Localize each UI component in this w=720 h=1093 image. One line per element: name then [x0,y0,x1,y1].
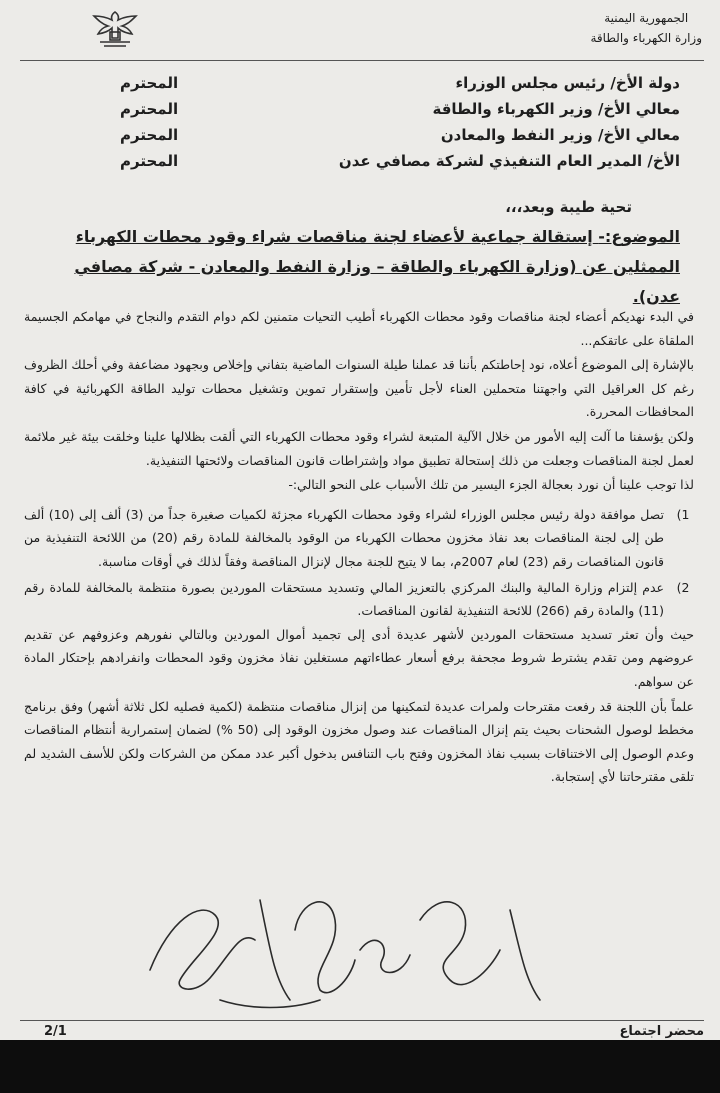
letterhead-ministry: وزارة الكهرباء والطاقة [590,31,702,45]
letter-body [24,305,694,790]
addressee-row [120,96,680,122]
body-paragraph-5: حيث وأن تعثر تسديد مستحقات الموردين لأشهر عديدة أدى إلى تجميد أموال الموردين وبالتالي نفورهم وعزوفهم عن تقديم عروضهم ومن تقدم يشترط شروط مجحفة برفع أسعار عطاءاتهم مستغلين نفاذ مخزون وقود المحطات وانفرادهم بإحتكار المادة عن سواهم. [24,626,694,689]
reason-number: 1) [676,506,690,522]
addressee-list [120,70,680,174]
body-paragraph-4: لذا توجب علينا أن نورد بعجالة الجزء اليسير من تلك الأسباب على النحو التالي:- [288,477,694,493]
addressee-name: الأخ/ المدير العام التنفيذي لشركة مصافي عدن [338,152,680,170]
addressee-honorific: المحترم [120,100,179,118]
reason-text: تصل موافقة دولة رئيس مجلس الوزراء لشراء وقود محطات الكهرباء مجزئة لكميات صغيرة جداً من (3) ألف إلى (10) ألف طن إلى لجنة المناقصات بعد نفاذ مخزون محطات الكهرباء من الوقود بالمخالفة للمادة رقم (20) من اللائحة التنفيذية من قانون المناقصات رقم (23) لعام 2007م، بما لا يتيح للجنة مجال لإنزال المناقصة وفقاً لذلك في أوقات مناسبة. [24,506,664,569]
body-paragraph-2: بالإشارة إلى الموضوع أعلاه، نود إحاطتكم بأننا قد عملنا طيلة السنوات الماضية بتفاني وإخلاص وبجهود مضاعفة وفي أحلك الظروف رغم كل العراقيل التي واجهتنا متحملين العناء لأجل تأمين وإستقرار تموين وتشغيل محطات توليد الطاقة الكهربائية في كافة المحافظات المحررة. [24,357,694,420]
yemen-eagle-emblem-icon [82,6,148,50]
subject-label: الموضوع:- [598,227,680,246]
subject-line-2: الممثلين عن (وزارة الكهرباء والطاقة – وزارة النفط والمعادن - شركة مصافي عدن). [74,257,680,306]
reason-text: عدم إلتزام وزارة المالية والبنك المركزي بالتعزيز المالي وتسديد مستحقات الموردين بصورة منتظمة بالمخالفة للمادة رقم (11) والمادة رقم (266) للائحة التنفيذية لقانون المناقصات. [24,579,664,619]
addressee-honorific: المحترم [120,126,179,144]
addressee-row [120,122,680,148]
subject-block [40,222,680,312]
addressee-name: معالي الأخ/ وزير الكهرباء والطاقة [432,100,680,118]
footer-divider [20,1020,704,1021]
body-paragraph-3: ولكن يؤسفنا ما آلت إليه الأمور من خلال الآلية المتبعة لشراء وقود محطات الكهرباء التي ألقت بظلالها علينا وخلقت بيئة غير ملائمة لعمل لجنة المناقصات وجعلت من ذلك إستحالة تطبيق مواد وإشتراطات قانون المناقصات ولائحتها التنفيذية. [24,428,694,468]
addressee-name: معالي الأخ/ وزير النفط والمعادن [440,126,680,144]
addressee-name: دولة الأخ/ رئيس مجلس الوزراء [455,74,680,92]
reason-item-2 [24,576,694,623]
greeting: تحية طيبة وبعد،،، [505,198,632,216]
body-paragraph-6: علماً بأن اللجنة قد رفعت مقترحات ولمرات عديدة لتمكينها من إنزال مناقصات منتظمة (لكمية فصليه لكل ثلاثة أشهر) وفق برنامج مخطط لوصول الشحنات بحيث يتم إنزال المناقصات عند وصول مخزون الوقود إلى (50 %) لضمان إستمرارية أنتظام المناقصات وعدم الوصول إلى الاختناقات بسبب نفاذ المخزون وفتح باب التنافس بدخول أكبر عدد ممكن من الشركات ولكن للأسف الشديد لم تلقى مقترحاتنا لأي إستجابة. [24,698,694,785]
addressee-honorific: المحترم [120,152,179,170]
reason-item-1 [24,503,694,574]
addressee-honorific: المحترم [120,74,179,92]
addressee-row [120,70,680,96]
subject-line-1: إستقالة جماعية لأعضاء لجنة مناقصات شراء وقود محطات الكهرباء [75,227,593,246]
body-paragraph-1: في البدء نهديكم أعضاء لجنة مناقصات وقود محطات الكهرباء أطيب التحيات متمنين لكم دوام التقدم والنجاح في مهامكم الجسيمة الملقاة على عاتقكم... [24,309,694,348]
addressee-row [120,148,680,174]
footer-label: محضر اجتماع [619,1024,704,1039]
letterhead [591,8,703,48]
page-number: 2/1 [44,1024,67,1039]
bottom-bar [0,1040,720,1093]
handwritten-signatures-icon [120,860,560,1020]
letterhead-country: الجمهورية اليمنية [604,11,689,25]
reason-number: 2) [676,579,690,595]
header-divider [20,60,704,61]
